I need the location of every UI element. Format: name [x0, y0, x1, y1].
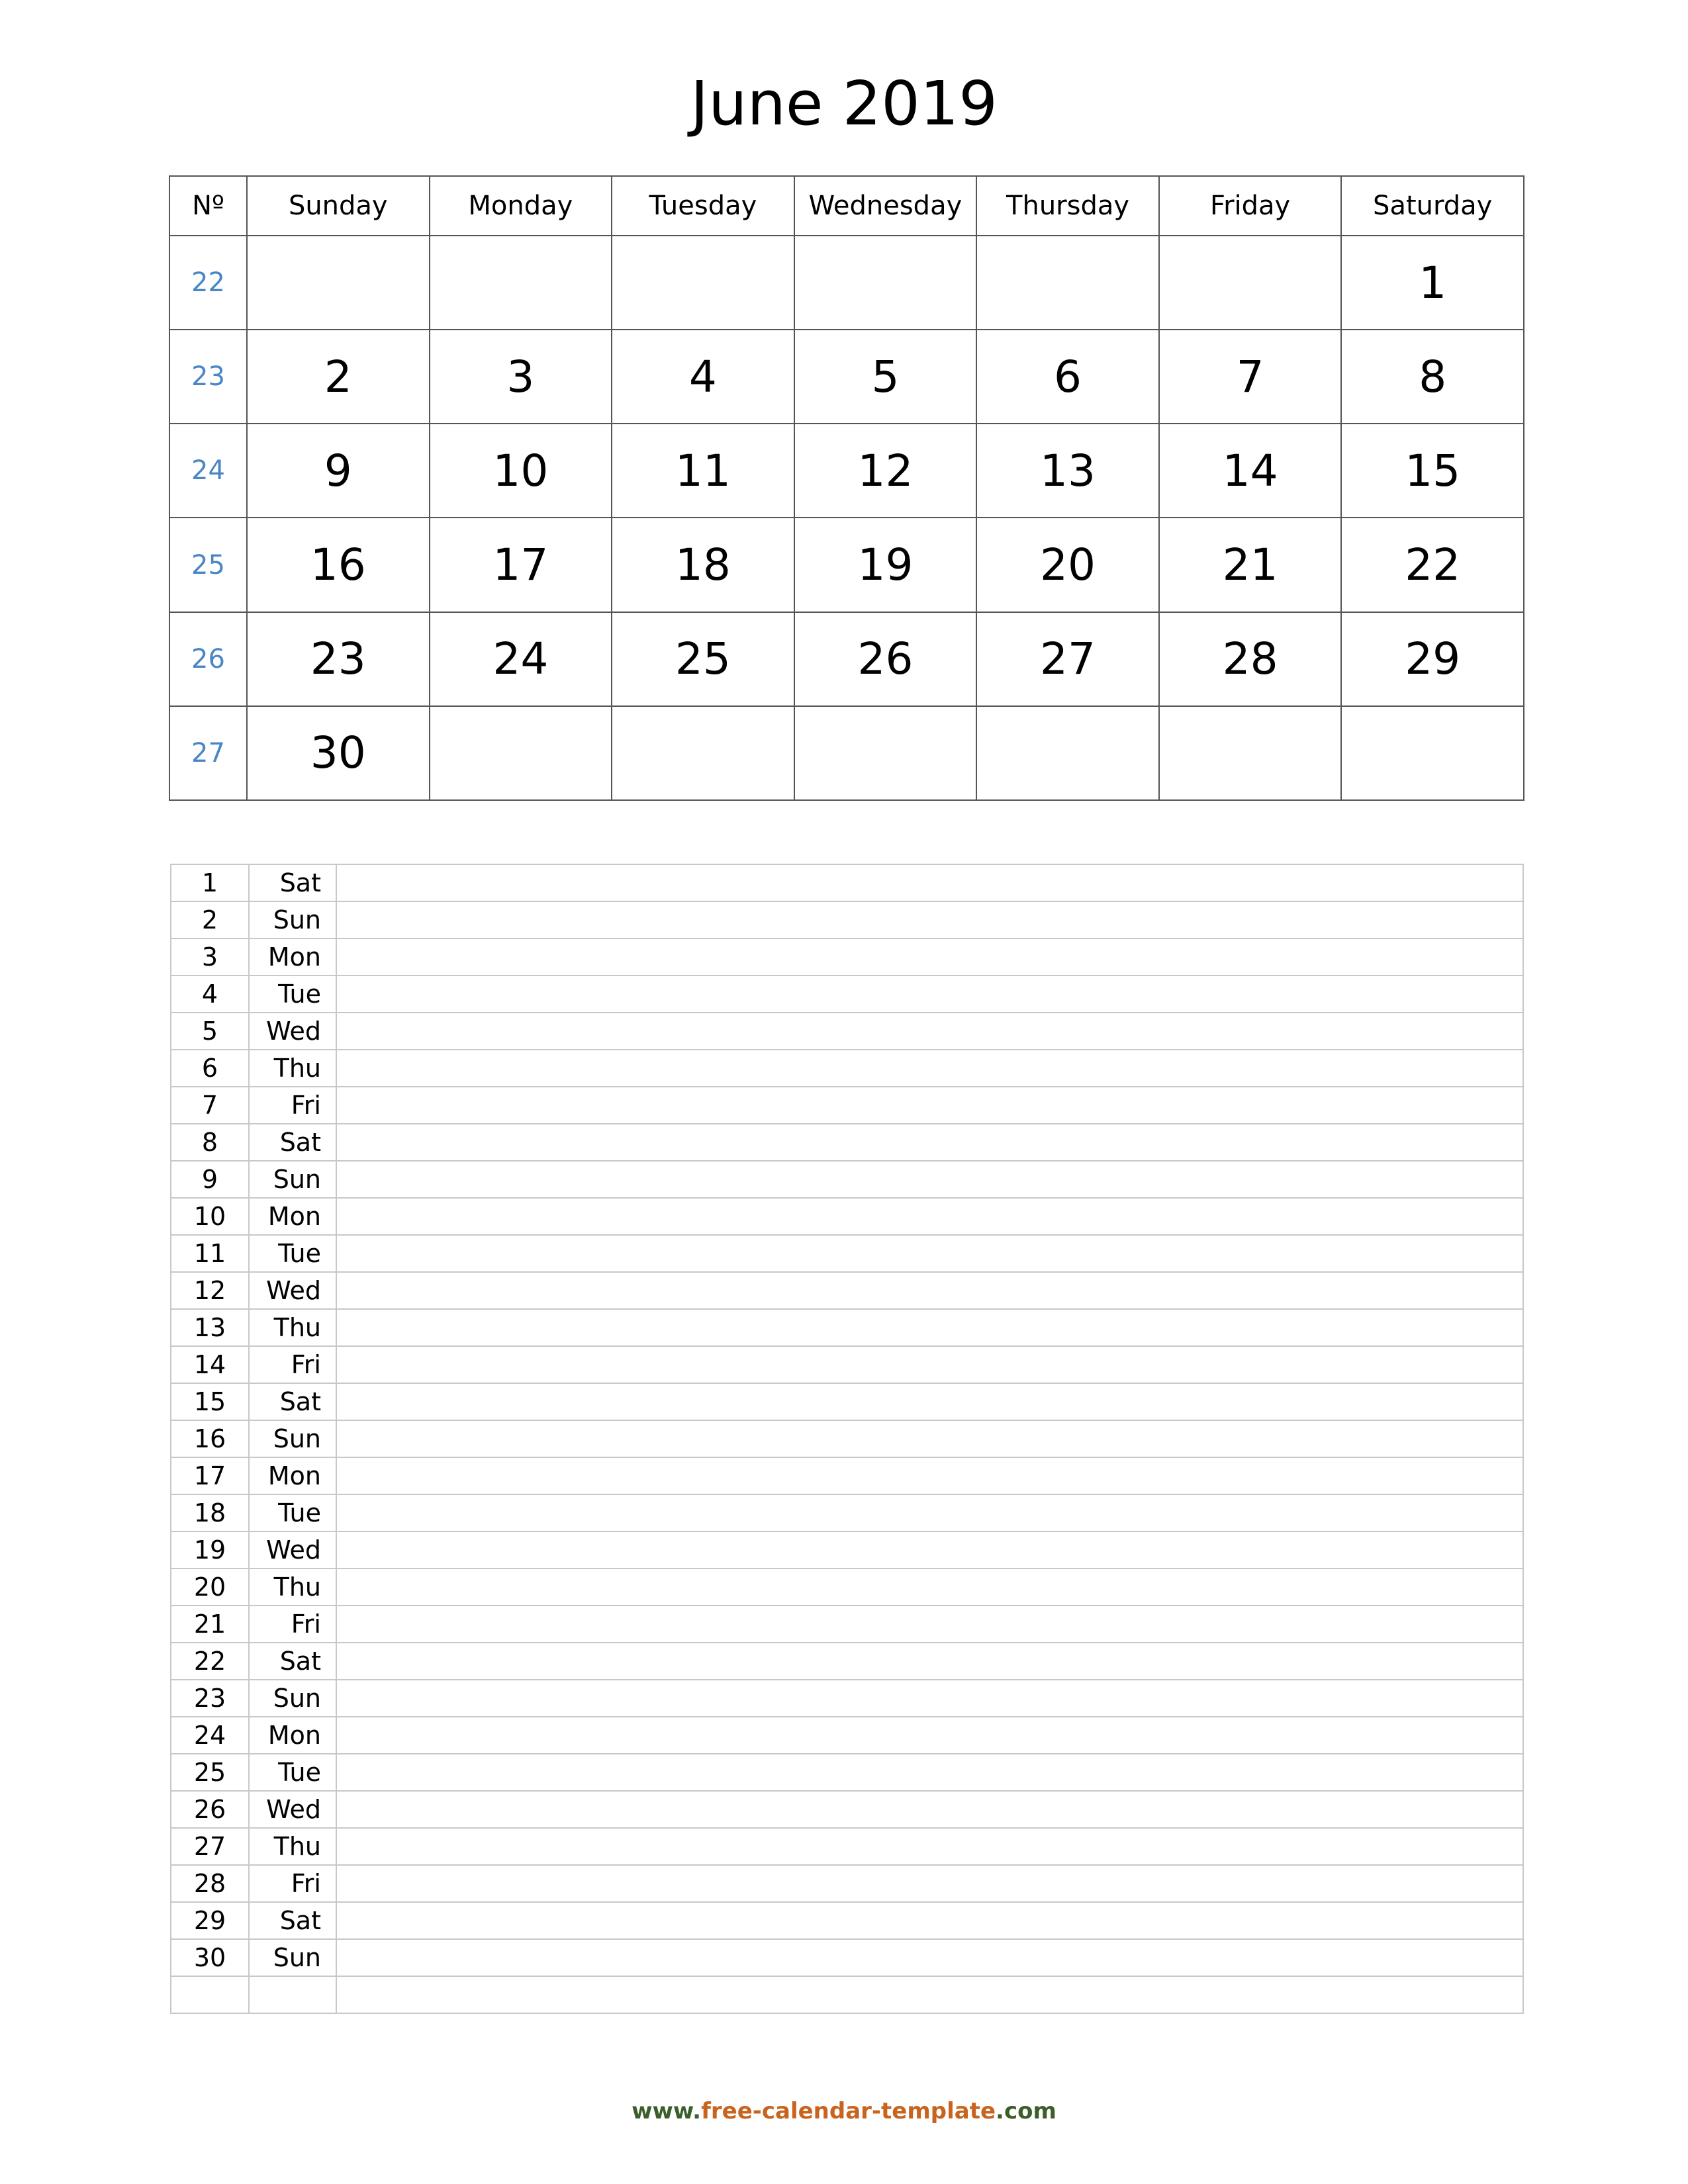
day-cell[interactable]: 6 — [976, 330, 1159, 424]
list-day-number: 25 — [171, 1754, 249, 1791]
list-item — [171, 1939, 1523, 1976]
weekday-header-saturday: Saturday — [1341, 176, 1524, 236]
list-day-number: 18 — [171, 1494, 249, 1531]
list-item — [171, 1309, 1523, 1346]
week-number: 24 — [169, 424, 247, 518]
day-cell[interactable]: 8 — [1341, 330, 1524, 424]
list-item — [171, 938, 1523, 976]
day-cell[interactable]: 23 — [247, 612, 430, 706]
day-cell[interactable]: 11 — [612, 424, 794, 518]
list-day-number: 3 — [171, 938, 249, 976]
list-note-field[interactable] — [336, 1346, 1523, 1383]
list-weekday: Fri — [249, 1606, 336, 1643]
list-weekday: Mon — [249, 1717, 336, 1754]
list-item — [171, 1420, 1523, 1457]
list-day-number: 2 — [171, 901, 249, 938]
list-note-field[interactable] — [336, 1161, 1523, 1198]
list-weekday: Thu — [249, 1569, 336, 1606]
list-weekday: Sun — [249, 1420, 336, 1457]
list-day-number: 4 — [171, 976, 249, 1013]
list-weekday: Sat — [249, 1643, 336, 1680]
list-weekday: Sun — [249, 901, 336, 938]
list-weekday: Wed — [249, 1013, 336, 1050]
day-cell[interactable]: 26 — [794, 612, 977, 706]
week-row — [169, 518, 1524, 612]
day-cell[interactable] — [430, 706, 612, 800]
list-note-field[interactable] — [336, 1939, 1523, 1976]
list-day-number: 22 — [171, 1643, 249, 1680]
daily-notes-list — [170, 864, 1524, 2014]
website-footer[interactable] — [0, 2098, 1688, 2124]
list-item — [171, 1569, 1523, 1606]
list-item — [171, 1643, 1523, 1680]
list-note-field[interactable] — [336, 1828, 1523, 1865]
list-item — [171, 1902, 1523, 1939]
list-day-number: 17 — [171, 1457, 249, 1494]
day-cell[interactable]: 14 — [1159, 424, 1342, 518]
list-note-field[interactable] — [336, 1569, 1523, 1606]
list-note-field[interactable] — [336, 1013, 1523, 1050]
list-weekday: Wed — [249, 1791, 336, 1828]
day-cell[interactable] — [794, 706, 977, 800]
list-weekday: Sun — [249, 1680, 336, 1717]
list-day-number: 7 — [171, 1087, 249, 1124]
list-day-number: 30 — [171, 1939, 249, 1976]
list-item — [171, 1976, 1523, 2013]
list-weekday: Fri — [249, 1865, 336, 1902]
list-item — [171, 1494, 1523, 1531]
list-weekday: Fri — [249, 1346, 336, 1383]
list-weekday: Tue — [249, 1754, 336, 1791]
day-cell[interactable]: 9 — [247, 424, 430, 518]
day-cell[interactable]: 24 — [430, 612, 612, 706]
list-note-field[interactable] — [336, 1643, 1523, 1680]
list-note-field[interactable] — [336, 1087, 1523, 1124]
list-note-field[interactable] — [336, 1976, 1523, 2013]
day-cell[interactable]: 22 — [1341, 518, 1524, 612]
list-day-number: 23 — [171, 1680, 249, 1717]
list-weekday: Tue — [249, 976, 336, 1013]
day-cell[interactable]: 21 — [1159, 518, 1342, 612]
day-cell[interactable]: 30 — [247, 706, 430, 800]
day-cell[interactable]: 29 — [1341, 612, 1524, 706]
list-note-field[interactable] — [336, 1420, 1523, 1457]
week-number: 22 — [169, 236, 247, 330]
list-item — [171, 1124, 1523, 1161]
day-cell[interactable]: 15 — [1341, 424, 1524, 518]
day-cell[interactable] — [612, 706, 794, 800]
list-weekday: Thu — [249, 1309, 336, 1346]
footer-suffix: .com — [996, 2098, 1056, 2124]
list-day-number: 24 — [171, 1717, 249, 1754]
list-weekday: Mon — [249, 1457, 336, 1494]
list-day-number: 19 — [171, 1531, 249, 1569]
weekday-header-friday: Friday — [1159, 176, 1342, 236]
list-note-field[interactable] — [336, 1606, 1523, 1643]
list-item — [171, 1606, 1523, 1643]
list-note-field[interactable] — [336, 1309, 1523, 1346]
day-cell[interactable]: 7 — [1159, 330, 1342, 424]
list-item — [171, 1865, 1523, 1902]
list-note-field[interactable] — [336, 1494, 1523, 1531]
list-note-field[interactable] — [336, 938, 1523, 976]
list-weekday: Sun — [249, 1939, 336, 1976]
list-item — [171, 1457, 1523, 1494]
list-item — [171, 864, 1523, 901]
list-weekday: Tue — [249, 1235, 336, 1272]
list-item — [171, 976, 1523, 1013]
day-cell[interactable]: 18 — [612, 518, 794, 612]
list-weekday: Fri — [249, 1087, 336, 1124]
weekday-header-sunday: Sunday — [247, 176, 430, 236]
week-row — [169, 236, 1524, 330]
week-number-header: Nº — [169, 176, 247, 236]
day-cell[interactable] — [1341, 706, 1524, 800]
list-note-field[interactable] — [336, 1050, 1523, 1087]
list-day-number: 29 — [171, 1902, 249, 1939]
list-item — [171, 1828, 1523, 1865]
day-cell[interactable] — [976, 706, 1159, 800]
day-cell[interactable]: 28 — [1159, 612, 1342, 706]
list-weekday: Sat — [249, 1124, 336, 1161]
list-day-number: 27 — [171, 1828, 249, 1865]
list-day-number: 8 — [171, 1124, 249, 1161]
list-weekday: Wed — [249, 1531, 336, 1569]
list-note-field[interactable] — [336, 1902, 1523, 1939]
list-note-field[interactable] — [336, 1680, 1523, 1717]
day-cell[interactable] — [1159, 706, 1342, 800]
day-cell[interactable] — [247, 236, 430, 330]
list-note-field[interactable] — [336, 1235, 1523, 1272]
weekday-header-thursday: Thursday — [976, 176, 1159, 236]
weekday-header-row — [169, 176, 1524, 236]
day-cell[interactable] — [1159, 236, 1342, 330]
list-item — [171, 1013, 1523, 1050]
list-item — [171, 1198, 1523, 1235]
list-weekday: Sun — [249, 1161, 336, 1198]
day-cell[interactable] — [794, 236, 977, 330]
day-cell[interactable]: 1 — [1341, 236, 1524, 330]
day-cell[interactable]: 27 — [976, 612, 1159, 706]
list-weekday: Tue — [249, 1494, 336, 1531]
weekday-header-tuesday: Tuesday — [612, 176, 794, 236]
list-note-field[interactable] — [336, 1717, 1523, 1754]
list-day-number: 14 — [171, 1346, 249, 1383]
list-note-field[interactable] — [336, 1791, 1523, 1828]
weekday-header-wednesday: Wednesday — [794, 176, 977, 236]
weekday-header-monday: Monday — [430, 176, 612, 236]
day-cell[interactable] — [430, 236, 612, 330]
day-cell[interactable]: 10 — [430, 424, 612, 518]
week-row — [169, 424, 1524, 518]
week-number: 23 — [169, 330, 247, 424]
week-number: 26 — [169, 612, 247, 706]
day-cell[interactable]: 16 — [247, 518, 430, 612]
list-day-number: 28 — [171, 1865, 249, 1902]
list-item — [171, 1754, 1523, 1791]
day-cell[interactable]: 25 — [612, 612, 794, 706]
list-note-field[interactable] — [336, 1754, 1523, 1791]
day-cell[interactable]: 13 — [976, 424, 1159, 518]
list-note-field[interactable] — [336, 976, 1523, 1013]
list-weekday: Thu — [249, 1828, 336, 1865]
list-note-field[interactable] — [336, 1272, 1523, 1309]
list-item — [171, 1346, 1523, 1383]
day-cell[interactable]: 19 — [794, 518, 977, 612]
list-item — [171, 1050, 1523, 1087]
list-day-number: 21 — [171, 1606, 249, 1643]
day-cell[interactable] — [976, 236, 1159, 330]
list-weekday: Mon — [249, 938, 336, 976]
list-item — [171, 901, 1523, 938]
list-weekday: Wed — [249, 1272, 336, 1309]
week-row — [169, 612, 1524, 706]
list-day-number: 5 — [171, 1013, 249, 1050]
week-number: 25 — [169, 518, 247, 612]
list-weekday: Sat — [249, 864, 336, 901]
list-weekday: Thu — [249, 1050, 336, 1087]
day-cell[interactable]: 4 — [612, 330, 794, 424]
list-weekday — [249, 1976, 336, 2013]
list-day-number: 6 — [171, 1050, 249, 1087]
list-day-number: 20 — [171, 1569, 249, 1606]
day-cell[interactable]: 3 — [430, 330, 612, 424]
week-number: 27 — [169, 706, 247, 800]
list-item — [171, 1680, 1523, 1717]
list-item — [171, 1791, 1523, 1828]
week-row — [169, 706, 1524, 800]
list-day-number: 9 — [171, 1161, 249, 1198]
day-cell[interactable]: 2 — [247, 330, 430, 424]
list-note-field[interactable] — [336, 1383, 1523, 1420]
list-item — [171, 1717, 1523, 1754]
day-cell[interactable]: 12 — [794, 424, 977, 518]
list-item — [171, 1383, 1523, 1420]
list-day-number: 12 — [171, 1272, 249, 1309]
list-note-field[interactable] — [336, 1865, 1523, 1902]
list-day-number — [171, 1976, 249, 2013]
list-day-number: 26 — [171, 1791, 249, 1828]
list-item — [171, 1272, 1523, 1309]
list-weekday: Sat — [249, 1902, 336, 1939]
list-item — [171, 1087, 1523, 1124]
list-weekday: Mon — [249, 1198, 336, 1235]
month-calendar-grid — [169, 175, 1524, 801]
day-cell[interactable]: 17 — [430, 518, 612, 612]
list-day-number: 13 — [171, 1309, 249, 1346]
list-note-field[interactable] — [336, 1124, 1523, 1161]
list-note-field[interactable] — [336, 1457, 1523, 1494]
list-weekday: Sat — [249, 1383, 336, 1420]
list-item — [171, 1161, 1523, 1198]
footer-prefix: www. — [632, 2098, 702, 2124]
list-day-number: 1 — [171, 864, 249, 901]
list-day-number: 15 — [171, 1383, 249, 1420]
list-note-field[interactable] — [336, 1531, 1523, 1569]
list-item — [171, 1235, 1523, 1272]
day-cell[interactable]: 20 — [976, 518, 1159, 612]
day-cell[interactable] — [612, 236, 794, 330]
list-note-field[interactable] — [336, 901, 1523, 938]
list-day-number: 11 — [171, 1235, 249, 1272]
week-row — [169, 330, 1524, 424]
footer-middle: free-calendar-template — [701, 2098, 996, 2124]
list-day-number: 10 — [171, 1198, 249, 1235]
list-note-field[interactable] — [336, 864, 1523, 901]
page-title: June 2019 — [690, 68, 998, 139]
list-note-field[interactable] — [336, 1198, 1523, 1235]
list-item — [171, 1531, 1523, 1569]
list-day-number: 16 — [171, 1420, 249, 1457]
day-cell[interactable]: 5 — [794, 330, 977, 424]
